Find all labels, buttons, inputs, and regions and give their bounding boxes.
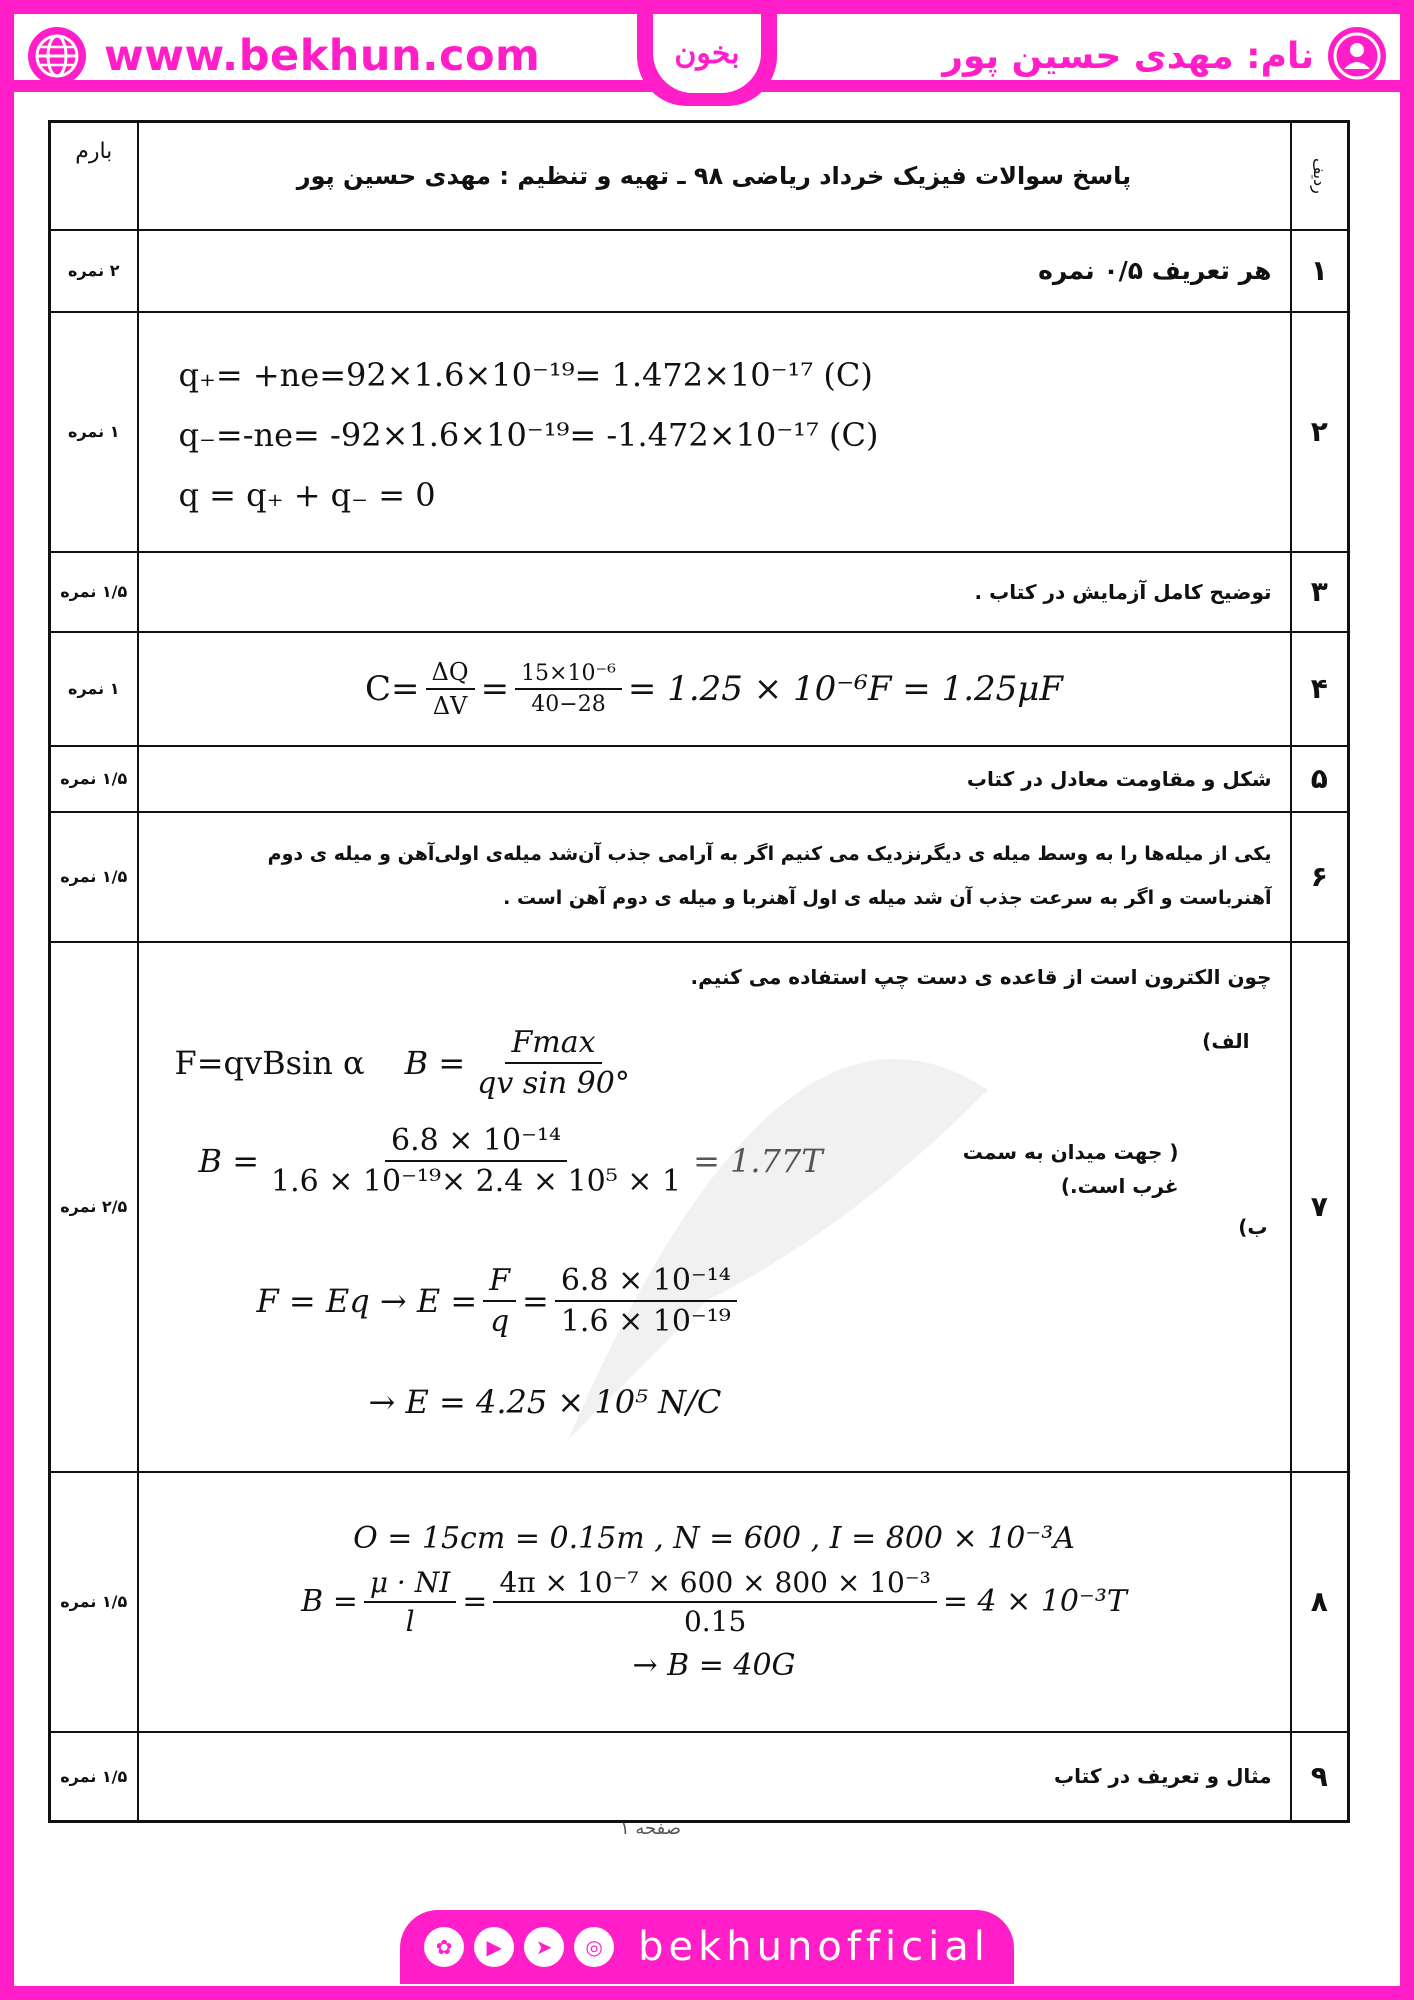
- instagram-icon[interactable]: ◎: [574, 1927, 614, 1967]
- text-line: آهنرباست و اگر به سرعت جذب آن شد میله ی اول آهنربا و میله ی دوم آهن است .: [503, 886, 1272, 909]
- globe-icon: [28, 27, 86, 85]
- answer-cell: مثال و تعریف در کتاب: [138, 1732, 1291, 1822]
- fraction-den: 1.6 × 10⁻¹⁹: [560, 1303, 731, 1339]
- logo: [637, 0, 777, 106]
- score-cell: ۱/۵ نمره: [50, 552, 138, 632]
- table-row: [50, 312, 1349, 552]
- fraction: [483, 1263, 516, 1339]
- answer-cell: هر تعریف ۰/۵ نمره: [138, 230, 1291, 312]
- eq-equals: =: [462, 1584, 488, 1619]
- eq-lhs: B =: [198, 1141, 259, 1180]
- fraction-den: 40−28: [531, 691, 606, 717]
- force-equation: F=qvBsin α: [174, 1043, 365, 1082]
- direction-note: ( جهت میدان به سمت غرب است.): [962, 1139, 1179, 1198]
- score-cell: ۱/۵ نمره: [50, 746, 138, 812]
- site-header: [0, 0, 1414, 92]
- score-cell: ۲ نمره: [50, 230, 138, 312]
- name-label: نام: مهدی حسین پور: [942, 35, 1314, 77]
- score-cell: ۱ نمره: [50, 312, 138, 552]
- fraction-den: l: [405, 1604, 415, 1638]
- text-line: یکی از میله‌ها را به وسط میله ی دیگرنزدیک می کنیم اگر به آرامی جذب آن‌شد میله‌ی اولی‌آهن و میله ی دوم: [267, 842, 1272, 865]
- answer-table: [48, 120, 1350, 1823]
- aparat-icon[interactable]: ✿: [424, 1927, 464, 1967]
- equation-row: [139, 1566, 1290, 1638]
- fraction-den: 1.6 × 10⁻¹⁹× 2.4 × 10⁵ × 1: [271, 1163, 682, 1199]
- score-cell: ۲/۵ نمره: [50, 942, 138, 1472]
- eq-lhs: F = Eq → E =: [256, 1281, 478, 1320]
- fraction: [426, 658, 475, 720]
- fraction-num: Fmax: [505, 1025, 601, 1064]
- answer-cell: [138, 1472, 1291, 1732]
- eq-rhs: = 1.77T: [693, 1141, 823, 1180]
- question-number: ۸: [1291, 1472, 1349, 1732]
- fraction: [265, 1123, 687, 1199]
- telegram-icon[interactable]: ➤: [524, 1927, 564, 1967]
- eq-rhs: = 1.25 × 10⁻⁶F = 1.25μF: [627, 668, 1063, 709]
- fraction: [515, 661, 622, 717]
- answer-cell: [138, 632, 1291, 746]
- equation-row: [257, 1263, 743, 1339]
- equation-line: q = q₊ + q₋ = 0: [178, 475, 436, 514]
- table-title: پاسخ سوالات فیزیک خرداد ریاضی ۹۸ ـ تهیه و تنظیم : مهدی حسین پور: [138, 122, 1291, 230]
- fraction: [493, 1566, 936, 1638]
- eq-lhs: C=: [365, 668, 420, 709]
- fraction-num: ΔQ: [426, 658, 475, 690]
- question-number: ۲: [1291, 312, 1349, 552]
- logo-text: بخون: [674, 35, 740, 71]
- equation-line: O = 15cm = 0.15m , N = 600 , I = 800 × 10⁻³A: [353, 1520, 1075, 1556]
- answer-cell: [138, 942, 1291, 1472]
- fraction-den: ΔV: [432, 691, 468, 720]
- question-number: ۷: [1291, 942, 1349, 1472]
- part-a-label: الف): [1202, 1028, 1250, 1053]
- part-b-label: ب): [1238, 1214, 1268, 1239]
- question-number: ۶: [1291, 812, 1349, 942]
- equation-row: [199, 1123, 823, 1199]
- electric-field-result: → E = 4.25 × 10⁵ N/C: [368, 1382, 722, 1421]
- answer-cell: شکل و مقاومت معادل در کتاب: [138, 746, 1291, 812]
- score-cell: ۱/۵ نمره: [50, 1732, 138, 1822]
- capacitance-equation: [365, 658, 1063, 720]
- fraction-num: 4π × 10⁻⁷ × 600 × 800 × 10⁻³: [493, 1566, 936, 1603]
- eq-lhs: B =: [301, 1584, 358, 1619]
- page-number: صفحه ۱: [620, 1818, 682, 1839]
- question-number: ۴: [1291, 632, 1349, 746]
- table-header-row: [50, 122, 1349, 230]
- table-row: [50, 1472, 1349, 1732]
- eq-equals: =: [522, 1281, 549, 1320]
- fraction-num: 6.8 × 10⁻¹⁴: [385, 1123, 567, 1162]
- equation-line: q₊= +ne=92×1.6×10⁻¹⁹= 1.472×10⁻¹⁷ (C): [178, 355, 873, 394]
- question-number: ۳: [1291, 552, 1349, 632]
- table-row: [50, 812, 1349, 942]
- table-row: [50, 230, 1349, 312]
- fraction-den: qv sin 90°: [477, 1065, 630, 1101]
- answer-sheet: [48, 120, 1350, 1810]
- fraction-num: μ · NI: [364, 1566, 456, 1603]
- user-icon: [1328, 27, 1386, 85]
- col-radif-header: ردیف: [1291, 122, 1349, 230]
- social-footer: [400, 1910, 1014, 1984]
- site-url: www.bekhun.com: [104, 31, 541, 81]
- answer-cell: [138, 312, 1291, 552]
- col-barem-header: بارم: [50, 122, 138, 230]
- fraction-num: 15×10⁻⁶: [515, 661, 622, 690]
- equation-line: → B = 40G: [632, 1647, 796, 1683]
- equation-row: [175, 1025, 642, 1101]
- score-cell: ۱/۵ نمره: [50, 812, 138, 942]
- fraction: [364, 1566, 456, 1638]
- question-number: ۱: [1291, 230, 1349, 312]
- question-number: ۵: [1291, 746, 1349, 812]
- answer-cell: توضیح کامل آزمایش در کتاب .: [138, 552, 1291, 632]
- question-number: ۹: [1291, 1732, 1349, 1822]
- table-row: [50, 1732, 1349, 1822]
- fraction-den: q: [490, 1303, 510, 1339]
- table-row: [50, 746, 1349, 812]
- eq-equals: =: [480, 668, 510, 709]
- equation-line: q₋=-ne= -92×1.6×10⁻¹⁹= -1.472×10⁻¹⁷ (C): [178, 415, 879, 454]
- fraction-num: 6.8 × 10⁻¹⁴: [555, 1263, 737, 1302]
- site-link[interactable]: [28, 26, 540, 86]
- table-row: [50, 632, 1349, 746]
- table-row: [50, 942, 1349, 1472]
- student-name: [942, 26, 1386, 86]
- fraction: [555, 1263, 737, 1339]
- fraction-num: F: [483, 1263, 516, 1302]
- eq-rhs: = 4 × 10⁻³T: [942, 1584, 1127, 1619]
- table-row: [50, 552, 1349, 632]
- fraction-den: 0.15: [683, 1604, 747, 1638]
- fraction: [471, 1025, 636, 1101]
- score-cell: ۱/۵ نمره: [50, 1472, 138, 1732]
- score-cell: ۱ نمره: [50, 632, 138, 746]
- social-handle[interactable]: bekhunofficial: [638, 1924, 990, 1970]
- eq-lhs: B =: [404, 1043, 466, 1082]
- intro-text: چون الکترون است از قاعده ی دست چپ استفاده می کنیم.: [690, 964, 1272, 989]
- answer-cell: [138, 812, 1291, 942]
- youtube-icon[interactable]: ▶: [474, 1927, 514, 1967]
